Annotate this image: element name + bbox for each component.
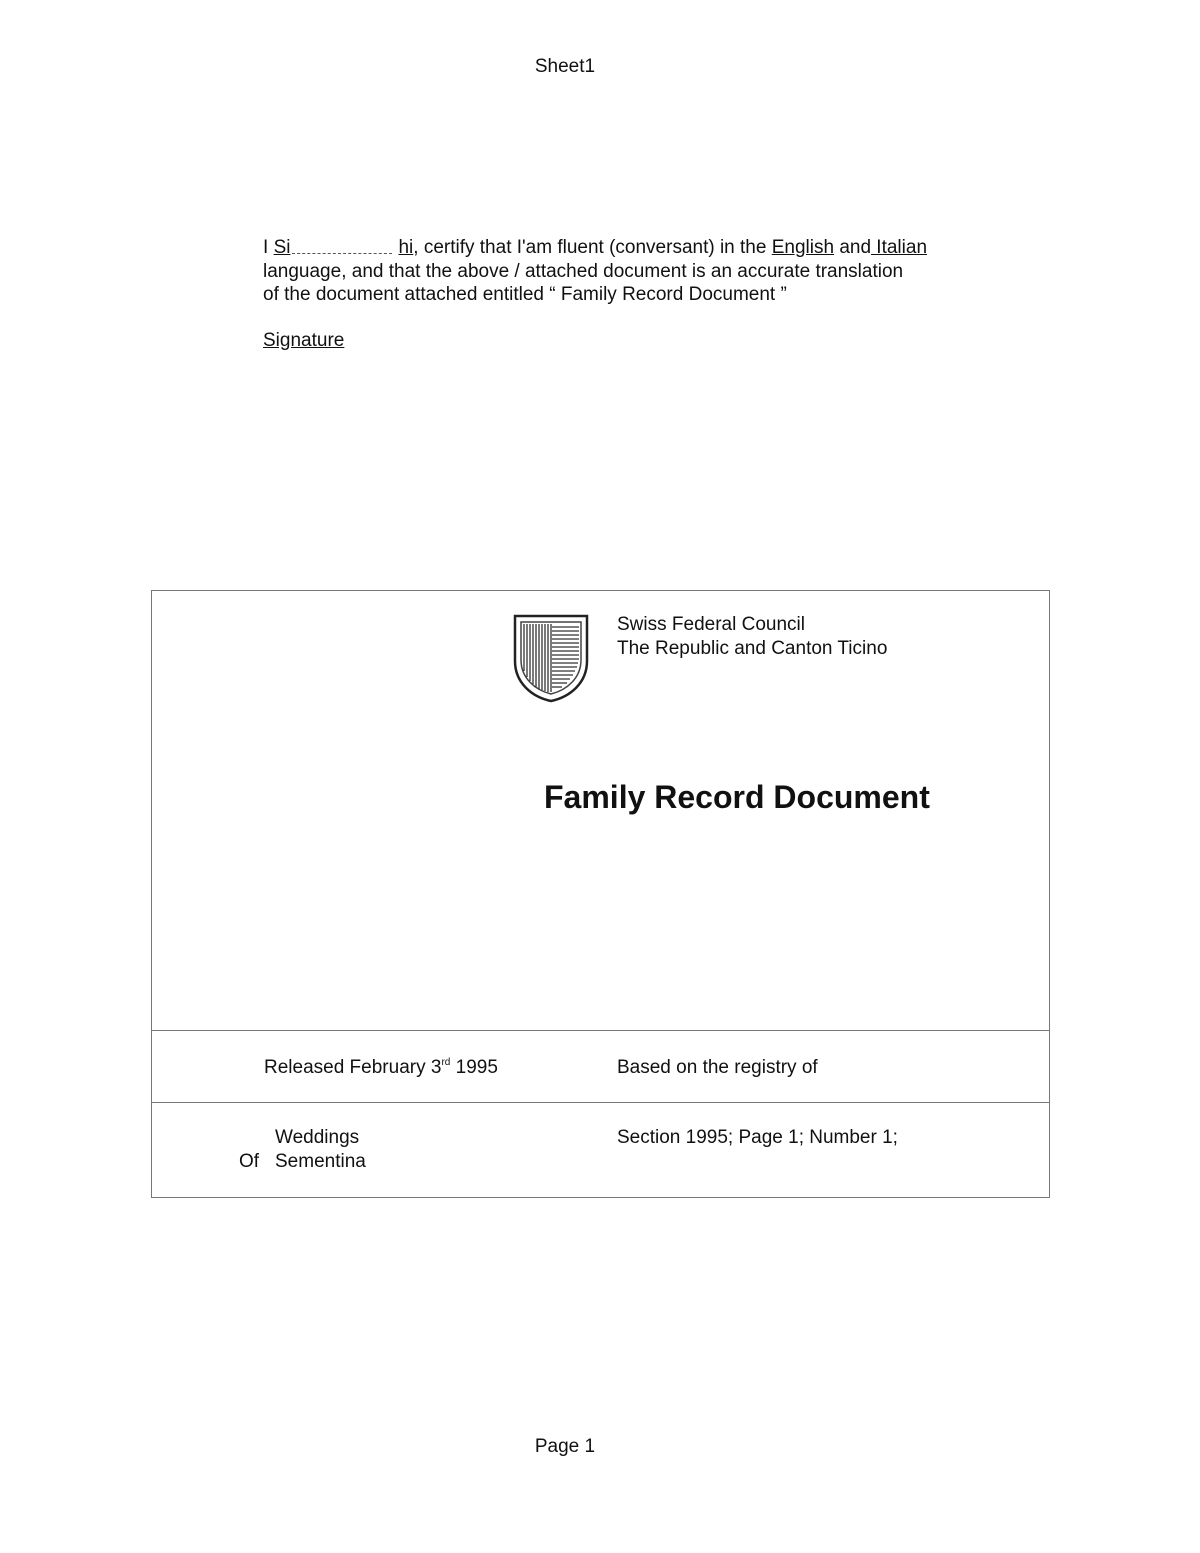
certification-statement xyxy=(263,236,963,307)
release-date-text: Released February 3 xyxy=(264,1057,442,1078)
translator-name-redacted xyxy=(274,236,414,260)
name-visible-end: hi xyxy=(398,237,414,258)
table-divider-2 xyxy=(152,1102,1049,1103)
registry-place-row xyxy=(239,1150,366,1174)
registry-details xyxy=(239,1126,366,1174)
redaction-mark xyxy=(290,238,398,256)
swiss-ticino-shield-icon xyxy=(512,613,590,703)
language-english: English xyxy=(771,237,835,258)
release-date-suffix: rd xyxy=(441,1057,451,1068)
authority-line-1: Swiss Federal Council xyxy=(617,614,805,635)
certification-line-2: language, and that the above / attached document is an accurate translation xyxy=(263,260,904,282)
name-visible-start: Si xyxy=(273,237,291,258)
page-footer: Page 1 xyxy=(534,1436,596,1457)
language-italian: Italian xyxy=(871,237,928,258)
release-year: 1995 xyxy=(450,1057,498,1078)
registry-reference: Section 1995; Page 1; Number 1; xyxy=(617,1127,898,1148)
certification-prefix: I xyxy=(263,237,274,258)
release-date xyxy=(264,1056,498,1080)
page-header: Sheet1 xyxy=(534,56,596,77)
family-record-document xyxy=(151,590,1050,1198)
certification-and: and xyxy=(834,237,872,258)
registry-type: Weddings xyxy=(275,1127,360,1148)
signature-label: Signature xyxy=(263,330,345,351)
table-divider-1 xyxy=(152,1030,1049,1031)
of-label: Of xyxy=(239,1151,260,1172)
authority-line-2: The Republic and Canton Ticino xyxy=(617,638,888,659)
registry-label: Based on the registry of xyxy=(617,1057,818,1078)
certification-line-1 xyxy=(263,236,963,260)
certification-text: , certify that I'am fluent (conversant) in the xyxy=(413,237,772,258)
document-title: Family Record Document xyxy=(544,779,930,815)
registry-place: Sementina xyxy=(275,1151,366,1172)
issuing-authority xyxy=(617,613,887,661)
certification-line-3: of the document attached entitled “ Family Record Document ” xyxy=(263,284,787,305)
